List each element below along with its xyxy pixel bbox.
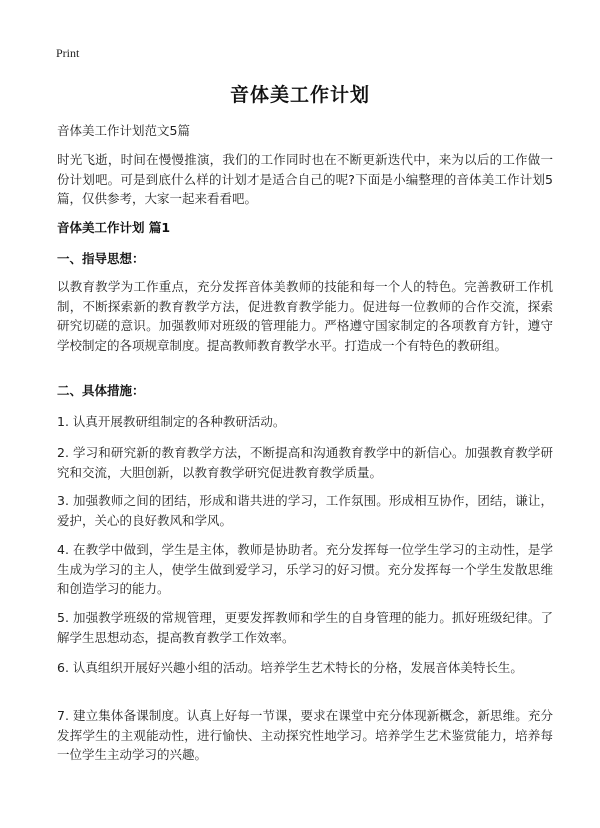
document-title: 音体美工作计划: [229, 84, 370, 106]
measure-item-3: 3. 加强教师之间的团结，形成和谐共进的学习，工作氛围。形成相互协作，团结，谦让，爱护，关心的良好教风和学风。: [57, 493, 553, 528]
heading-measures: 二、具体措施：: [57, 383, 145, 398]
measure-item-2: 2. 学习和研究新的教育教学方法，不断提高和沟通教育教学中的新信心。加强教育教学研究和交流，大胆创新，以教育教学研究促进教育教学质量。: [57, 445, 553, 480]
heading-guiding: 一、指导思想：: [57, 251, 145, 266]
section-title: 音体美工作计划 篇1: [57, 220, 171, 235]
guiding-paragraph: 以教育教学为工作重点，充分发挥音体美教师的技能和每一个人的特色。完善教研工作机制，不断探索新的教育教学方法，促进教育教学能力。促进每一位教师的合作交流，探索研究切磋的意识。加强教师对班级的管理能力。严格遵守国家制定的各项教育方针，遵守学校制定的各项规章制度。提高教师教育教学水平。打造成一个有特色的教研组。: [57, 279, 553, 353]
measure-item-5: 5. 加强教学班级的常规管理，更要发挥教师和学生的自身管理的能力。抓好班级纪律。了解学生思想动态，提高教育教学工作效率。: [57, 610, 553, 645]
measure-item-7: 7. 建立集体备课制度。认真上好每一节课，要求在课堂中充分体现新概念，新思维。充分发挥学生的主观能动性，进行愉快、主动探究性地学习。培养学生艺术鉴赏能力，培养每一位学生主动学习的兴趣。: [57, 708, 553, 762]
measure-item-6: 6. 认真组织开展好兴趣小组的活动。培养学生艺术特长的分格，发展音体美特长生。: [57, 660, 523, 675]
measure-item-4: 4. 在教学中做到，学生是主体，教师是协助者。充分发挥每一位学生学习的主动性，是学生成为学习的主人，使学生做到爱学习，乐学习的好习惯。充分发挥每一个学生发散思维和创造学习的能力。: [57, 542, 553, 596]
intro-paragraph: 时光飞逝，时间在慢慢推演，我们的工作同时也在不断更新迭代中，来为以后的工作做一份计划吧。可是到底什么样的计划才是适合自己的呢?下面是小编整理的音体美工作计划5篇，仅供参考，大家一起来看看吧。: [57, 152, 553, 206]
document-subtitle: 音体美工作计划范文5篇: [57, 123, 190, 138]
measure-item-1: 1. 认真开展教研组制定的各种教研活动。: [57, 414, 286, 429]
print-label: Print: [56, 46, 80, 60]
